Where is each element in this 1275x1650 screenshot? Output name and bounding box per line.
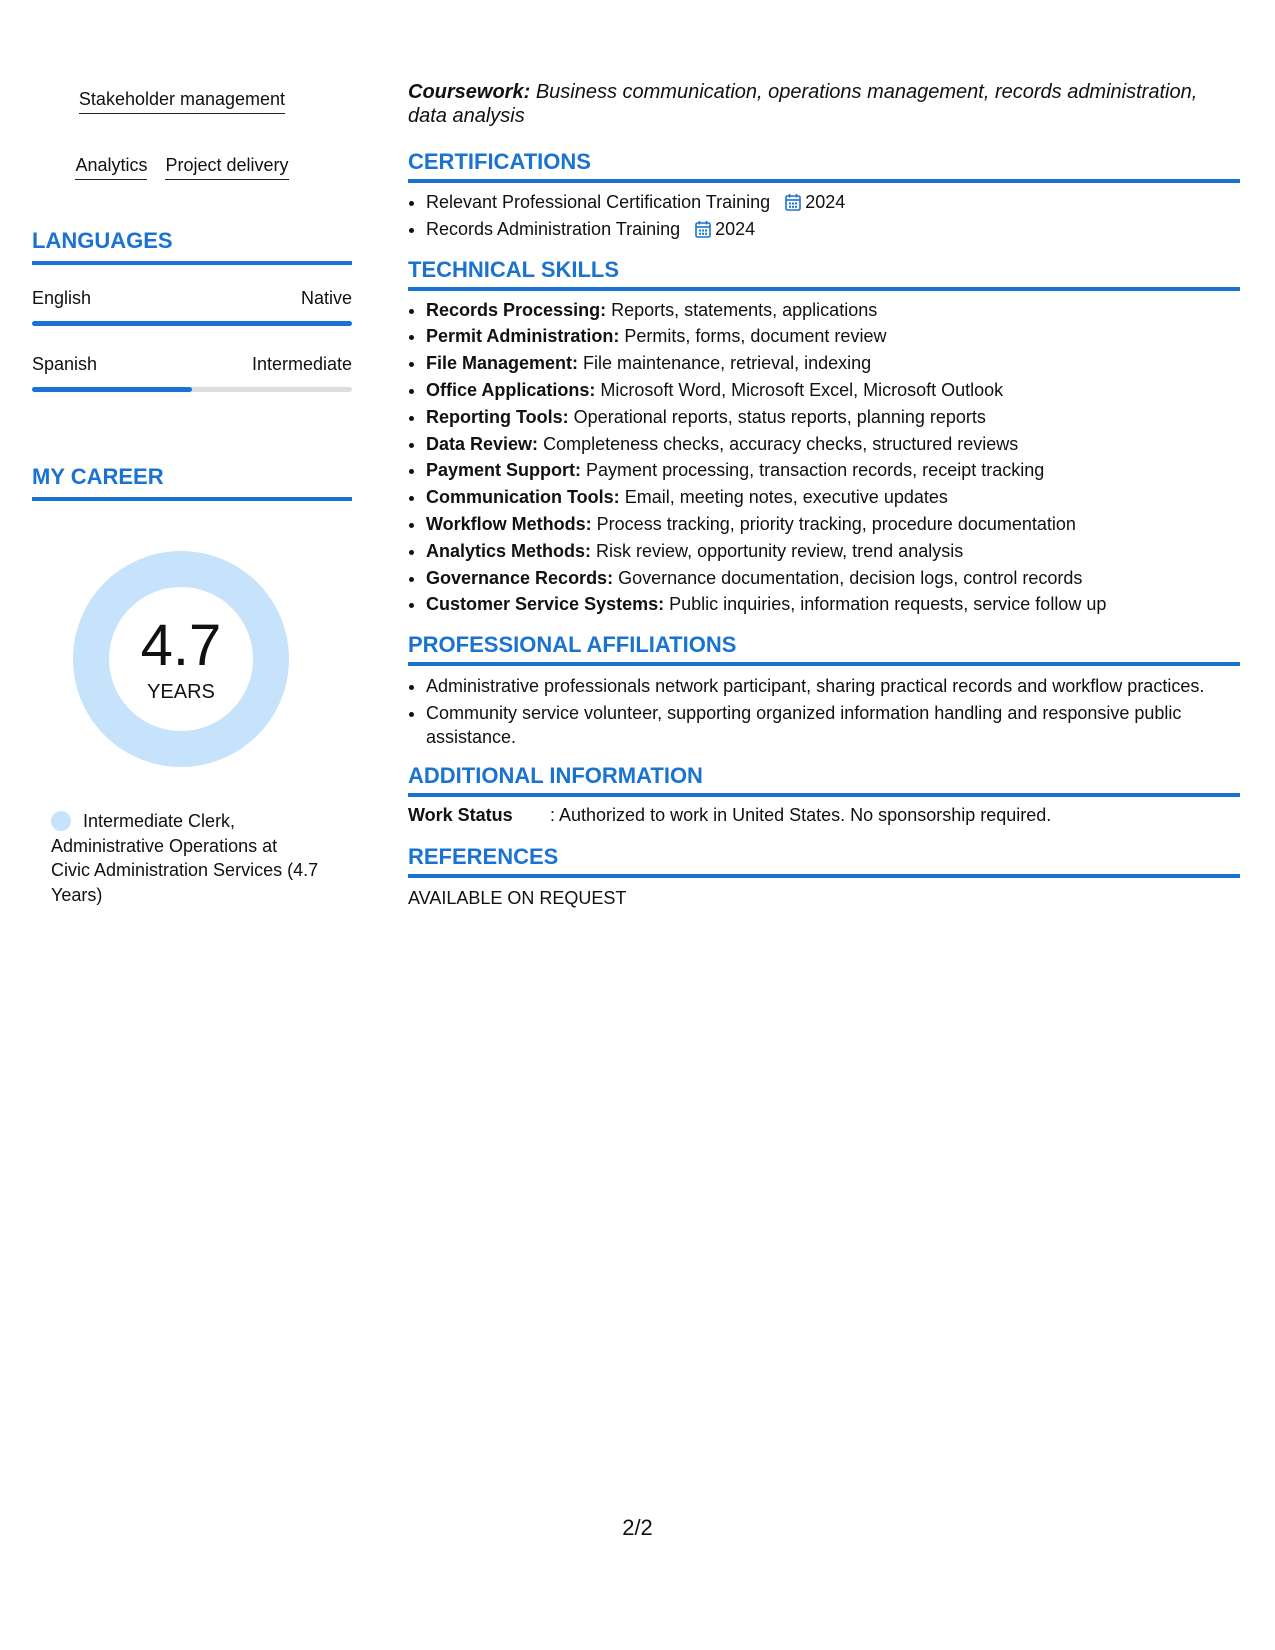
language-item [32,287,352,326]
affiliations-section [408,632,1240,749]
career-role [51,809,321,907]
technical-skill-item [426,565,1240,592]
technical-skill-label: Governance Records: [426,567,614,588]
coursework-label: Coursework: [408,81,531,103]
main-column [408,80,1240,909]
technical-skill-label: Customer Service Systems: [426,594,665,615]
language-level: Intermediate [251,354,352,374]
certification-name: Relevant Professional Certification Training [426,192,771,212]
career-heading: MY CAREER [32,464,352,501]
skill-chips [32,80,332,180]
language-proficiency-bar [32,387,352,392]
technical-skill-label: Data Review: [426,433,539,454]
technical-skill-item [426,297,1240,324]
skill-chip: Stakeholder management [79,88,285,114]
references-heading: REFERENCES [408,844,1240,878]
certification-item [426,216,1240,243]
technical-skill-label: Office Applications: [426,379,596,400]
technical-skills-section [408,257,1240,619]
language-level: Native [300,288,352,308]
certification-year: 2024 [715,218,756,239]
career-section [32,464,352,907]
certifications-section [408,149,1240,243]
sidebar [32,80,352,907]
affiliation-item: • Community service volunteer, supporting organized information handling and responsive public assistance. [426,701,1240,749]
technical-skill-label: Analytics Methods: [426,540,592,561]
references-text: AVAILABLE ON REQUEST [408,888,627,909]
career-years-value: 4.7 [140,613,222,678]
technical-skill-item [426,538,1240,565]
career-role-text: Intermediate Clerk, Administrative Operations at Civic Administration Services (4.7 Years) [51,811,319,905]
technical-skill-value: File maintenance, retrieval, indexing [583,353,872,374]
technical-skill-item [426,323,1240,350]
languages-section [32,228,352,392]
technical-skill-label: Communication Tools: [426,487,620,508]
work-status-value: : Authorized to work in United States. No sponsorship required. [550,805,1052,826]
work-status-label: Work Status [408,805,513,826]
career-legend-dot [51,811,71,831]
technical-skill-item [426,484,1240,511]
additional-info-section [408,763,1240,826]
technical-skill-value: Process tracking, priority tracking, procedure documentation [596,513,1076,534]
skill-chip: Project delivery [165,154,288,180]
coursework-text: Business communication, operations management, records administration, data analysis [408,81,1198,127]
technical-skill-value: Operational reports, status reports, planning reports [573,406,986,427]
technical-skill-value: Microsoft Word, Microsoft Excel, Microsoft Outlook [600,379,1004,400]
calendar-icon [695,220,711,238]
affiliations-heading: PROFESSIONAL AFFILIATIONS [408,632,1240,666]
technical-skill-value: Completeness checks, accuracy checks, structured reviews [543,433,1019,454]
technical-skill-item [426,431,1240,458]
language-proficiency-fill [32,321,352,326]
technical-skills-list [408,297,1240,619]
language-proficiency-fill [32,387,192,392]
technical-skill-label: Records Processing: [426,299,607,320]
languages-heading: LANGUAGES [32,228,352,265]
technical-skill-label: Workflow Methods: [426,513,592,534]
affiliations-list [408,674,1240,749]
technical-skill-item [426,404,1240,431]
language-proficiency-bar [32,321,352,326]
additional-info-heading: ADDITIONAL INFORMATION [408,763,1240,797]
career-years-unit: YEARS [147,681,215,703]
technical-skill-value: Reports, statements, applications [611,299,878,320]
coursework [408,80,1240,128]
certifications-list [408,189,1240,243]
affiliation-item: • Administrative professionals network participant, sharing practical records and workflow practices. [426,674,1240,698]
technical-skills-heading: TECHNICAL SKILLS [408,257,1240,291]
technical-skill-value: Public inquiries, information requests, service follow up [669,594,1107,615]
language-name: Spanish [32,354,98,374]
technical-skill-item [426,511,1240,538]
language-name: English [32,288,92,308]
technical-skill-value: Permits, forms, document review [624,326,887,347]
skill-chip: Analytics [75,154,147,180]
calendar-icon [785,193,801,211]
language-item [32,353,352,392]
technical-skill-item [426,457,1240,484]
technical-skill-value: Payment processing, transaction records, receipt tracking [586,460,1045,481]
certification-item [426,189,1240,216]
technical-skill-label: File Management: [426,353,579,374]
career-donut [66,544,296,774]
technical-skill-item [426,377,1240,404]
technical-skill-label: Permit Administration: [426,326,620,347]
technical-skill-label: Payment Support: [426,460,582,481]
technical-skill-value: Risk review, opportunity review, trend analysis [596,540,964,561]
technical-skill-item [426,350,1240,377]
technical-skill-label: Reporting Tools: [426,406,569,427]
certification-year: 2024 [805,192,846,212]
certifications-heading: CERTIFICATIONS [408,149,1240,183]
technical-skill-value: Email, meeting notes, executive updates [624,487,948,508]
work-status-row [408,804,1240,826]
technical-skill-item [426,591,1240,618]
technical-skill-value: Governance documentation, decision logs, control records [618,567,1083,588]
references-section [408,844,1240,909]
certification-name: Records Administration Training [426,218,681,239]
page-number: 2/2 [622,1515,653,1540]
